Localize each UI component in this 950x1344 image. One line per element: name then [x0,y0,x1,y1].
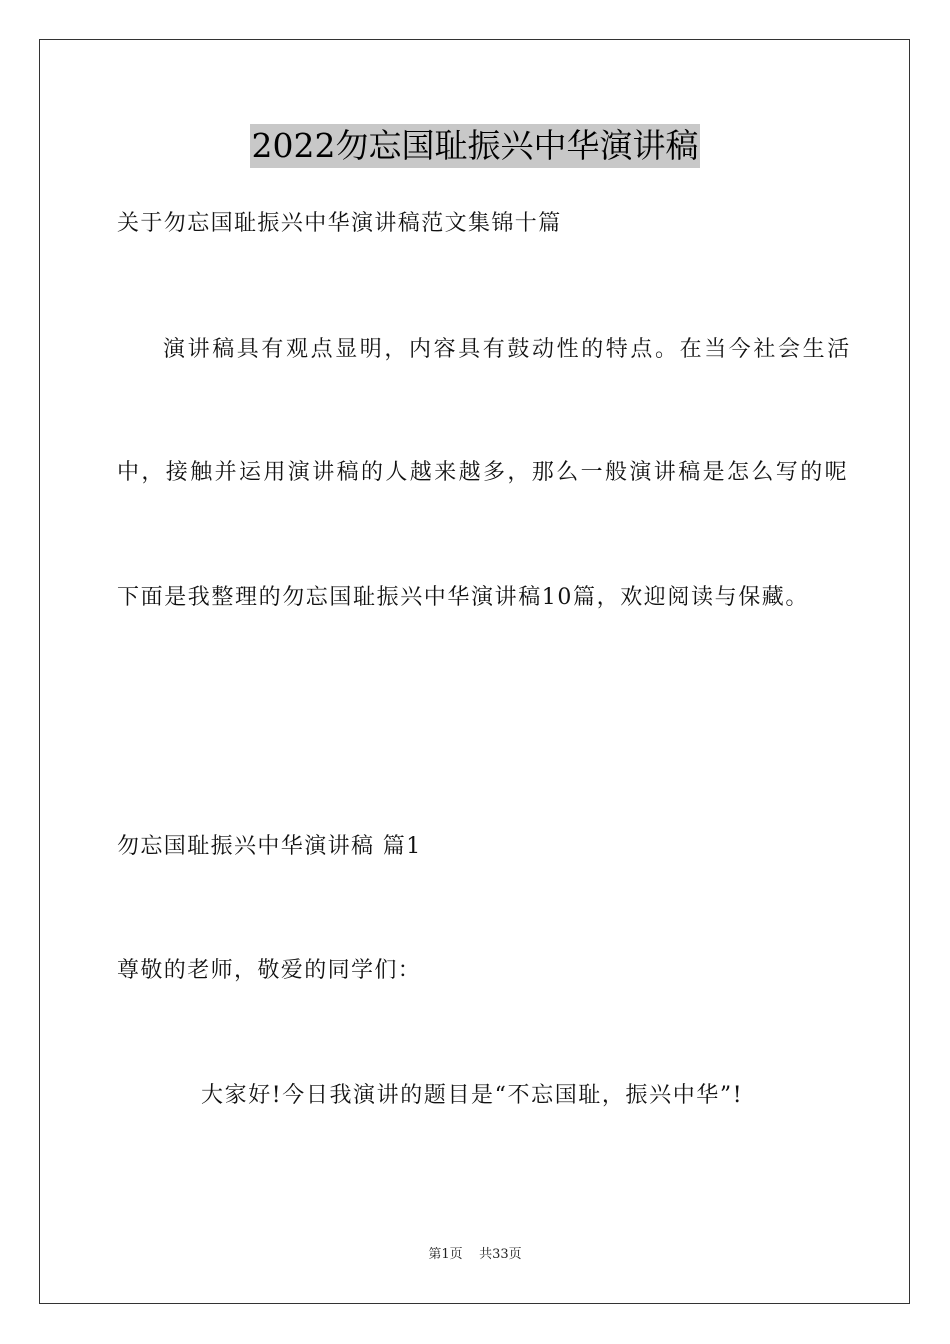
salutation: 尊敬的老师，敬爱的同学们： [117,958,422,983]
document-subtitle: 关于勿忘国耻振兴中华演讲稿范文集锦十篇 [117,211,562,236]
page-number: 第1页 [428,1247,463,1262]
intro-line-2: 中，接触并运用演讲稿的人越来越多，那么一般演讲稿是怎么写的呢 [117,460,850,485]
intro-line-1: 演讲稿具有观点显明，内容具有鼓动性的特点。在当今社会生活 [163,337,852,362]
document-title: 2022勿忘国耻振兴中华演讲稿 [250,124,701,168]
page-total: 共33页 [479,1247,522,1262]
title-container [0,124,950,168]
section-heading: 勿忘国耻振兴中华演讲稿 篇1 [117,834,422,859]
speech-opening: 大家好!今日我演讲的题目是“不忘国耻，振兴中华”! [201,1083,744,1108]
page-footer [0,1246,950,1264]
intro-line-3: 下面是我整理的勿忘国耻振兴中华演讲稿10篇，欢迎阅读与保藏。 [117,585,809,610]
